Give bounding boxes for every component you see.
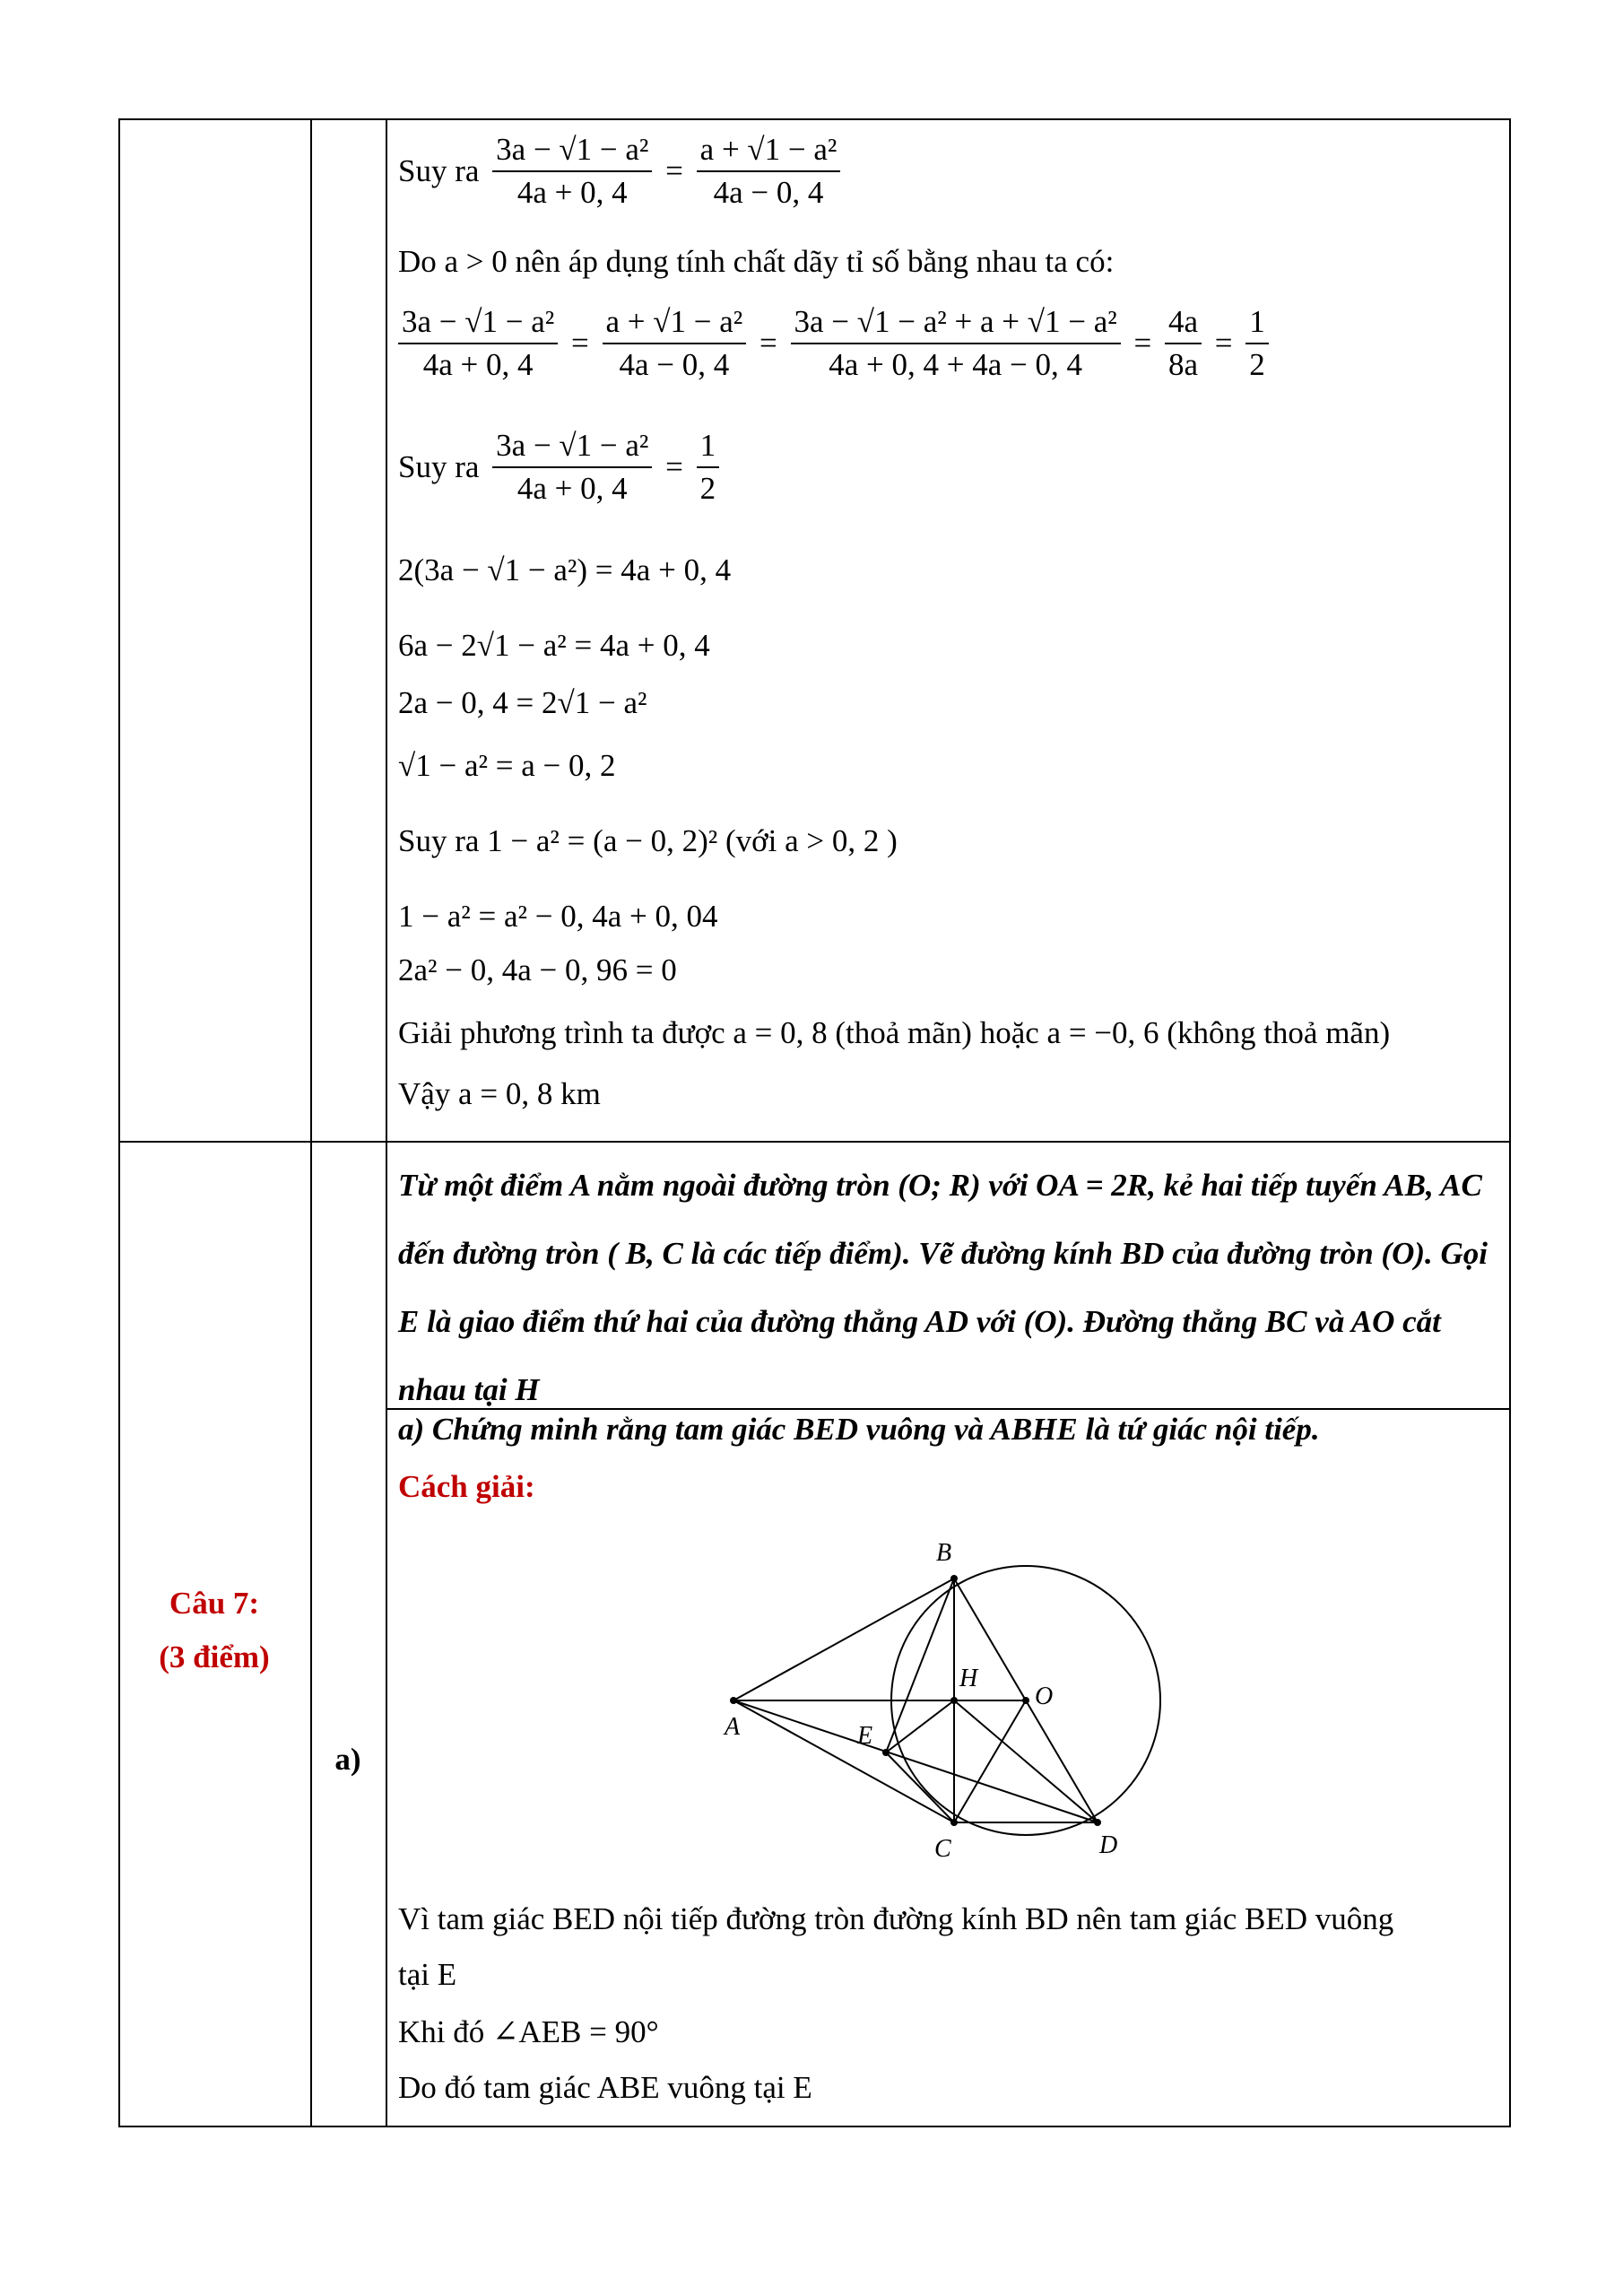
- question-statement: Từ một điểm A nằm ngoài đường tròn (O; R) với OA = 2R, kẻ hai tiếp tuyến AB, AC đến đường tròn ( B, C là các tiếp điểm). Vẽ đường kính BD của đường tròn (O). Gọi E là giao điểm thứ hai của đường thẳng AD với (O). Đường thẳng BC và AO cắt nhau tại H: [398, 1168, 1488, 1407]
- tangent-ab: [733, 1578, 954, 1700]
- solution-line-3: Do đó tam giác ABE vuông tại E: [398, 2070, 812, 2105]
- segment-hd: [954, 1700, 1098, 1822]
- label-d: D: [1099, 1831, 1118, 1859]
- solution-line-1: Vì tam giác BED nội tiếp đường tròn đường kính BD nên tam giác BED vuông: [398, 1901, 1394, 1936]
- work-line-2: Do a > 0 nên áp dụng tính chất dãy tỉ số bằng nhau ta có:: [398, 244, 1115, 279]
- segment-oc: [954, 1700, 1026, 1822]
- segment-ad: [733, 1700, 1098, 1822]
- work-line-3: $\frac{\text{3a − √1 − a²}}{4a + 0, 4}$ = $\frac{\text{a + √1 − a²}}{4a - 0, 4}$ = $\frac{\text{3a − √1 − a² + a + √1 − a²}}{4a + 0, 4 + 4a - 0, 4}$ = $\frac{4a}{8a}$ = $\frac{1}{2}$: [398, 305, 1274, 382]
- solution-line-2: Khi đó ∠AEB = 90°: [398, 2014, 659, 2049]
- label-c: C: [934, 1835, 951, 1863]
- work-eq-3: 2a − 0, 4 = 2√1 − a²: [398, 685, 647, 720]
- question-label: Câu 7: (3 điểm): [159, 1586, 270, 1674]
- work-line-1: Suy ra $\frac{\text{3a − √1 − a²}}{4a + 0, 4}$ = $\frac{\text{a + √1 − a²}}{4a - 0, 4}$: [398, 133, 846, 210]
- work-eq-2: 6a − 2√1 − a² = 4a + 0, 4: [398, 628, 710, 663]
- work-eq-7: 2a² − 0, 4a − 0, 96 = 0: [398, 952, 677, 987]
- label-o: O: [1035, 1683, 1054, 1710]
- label-a: A: [725, 1713, 741, 1741]
- work-eq-1: 2(3a − √1 − a²) = 4a + 0, 4: [398, 552, 732, 587]
- tangent-ac: [733, 1700, 954, 1822]
- work-eq-5: Suy ra 1 − a² = (a − 0, 2)² (với a > 0, 2 ): [398, 823, 898, 858]
- geometry-figure: [699, 1525, 1202, 1874]
- part-a-label: a): [334, 1742, 361, 1777]
- work-eq-8: Giải phương trình ta được a = 0, 8 (thoả mãn) hoặc a = −0, 6 (không thoả mãn): [398, 1015, 1391, 1050]
- column-divider-2: [386, 120, 387, 2126]
- work-line-4: Suy ra $\frac{\text{3a − √1 − a²}}{4a + 0, 4}$ = $\frac{1}{2}$: [398, 429, 725, 506]
- label-e: E: [857, 1722, 873, 1750]
- method-label: Cách giải:: [398, 1469, 535, 1504]
- part-a-title: a) Chứng minh rằng tam giác BED vuông và ABHE là tứ giác nội tiếp.: [398, 1412, 1320, 1447]
- work-eq-4: √1 − a² = a − 0, 2: [398, 748, 616, 783]
- work-eq-6: 1 − a² = a² − 0, 4a + 0, 04: [398, 899, 718, 934]
- label-h: H: [959, 1665, 978, 1692]
- column-divider-1: [310, 120, 312, 2126]
- row-divider-1: [120, 1141, 1509, 1143]
- work-eq-9: Vậy a = 0, 8 km: [398, 1076, 601, 1111]
- solution-line-1b: tại E: [398, 1957, 457, 1992]
- label-b: B: [936, 1539, 952, 1567]
